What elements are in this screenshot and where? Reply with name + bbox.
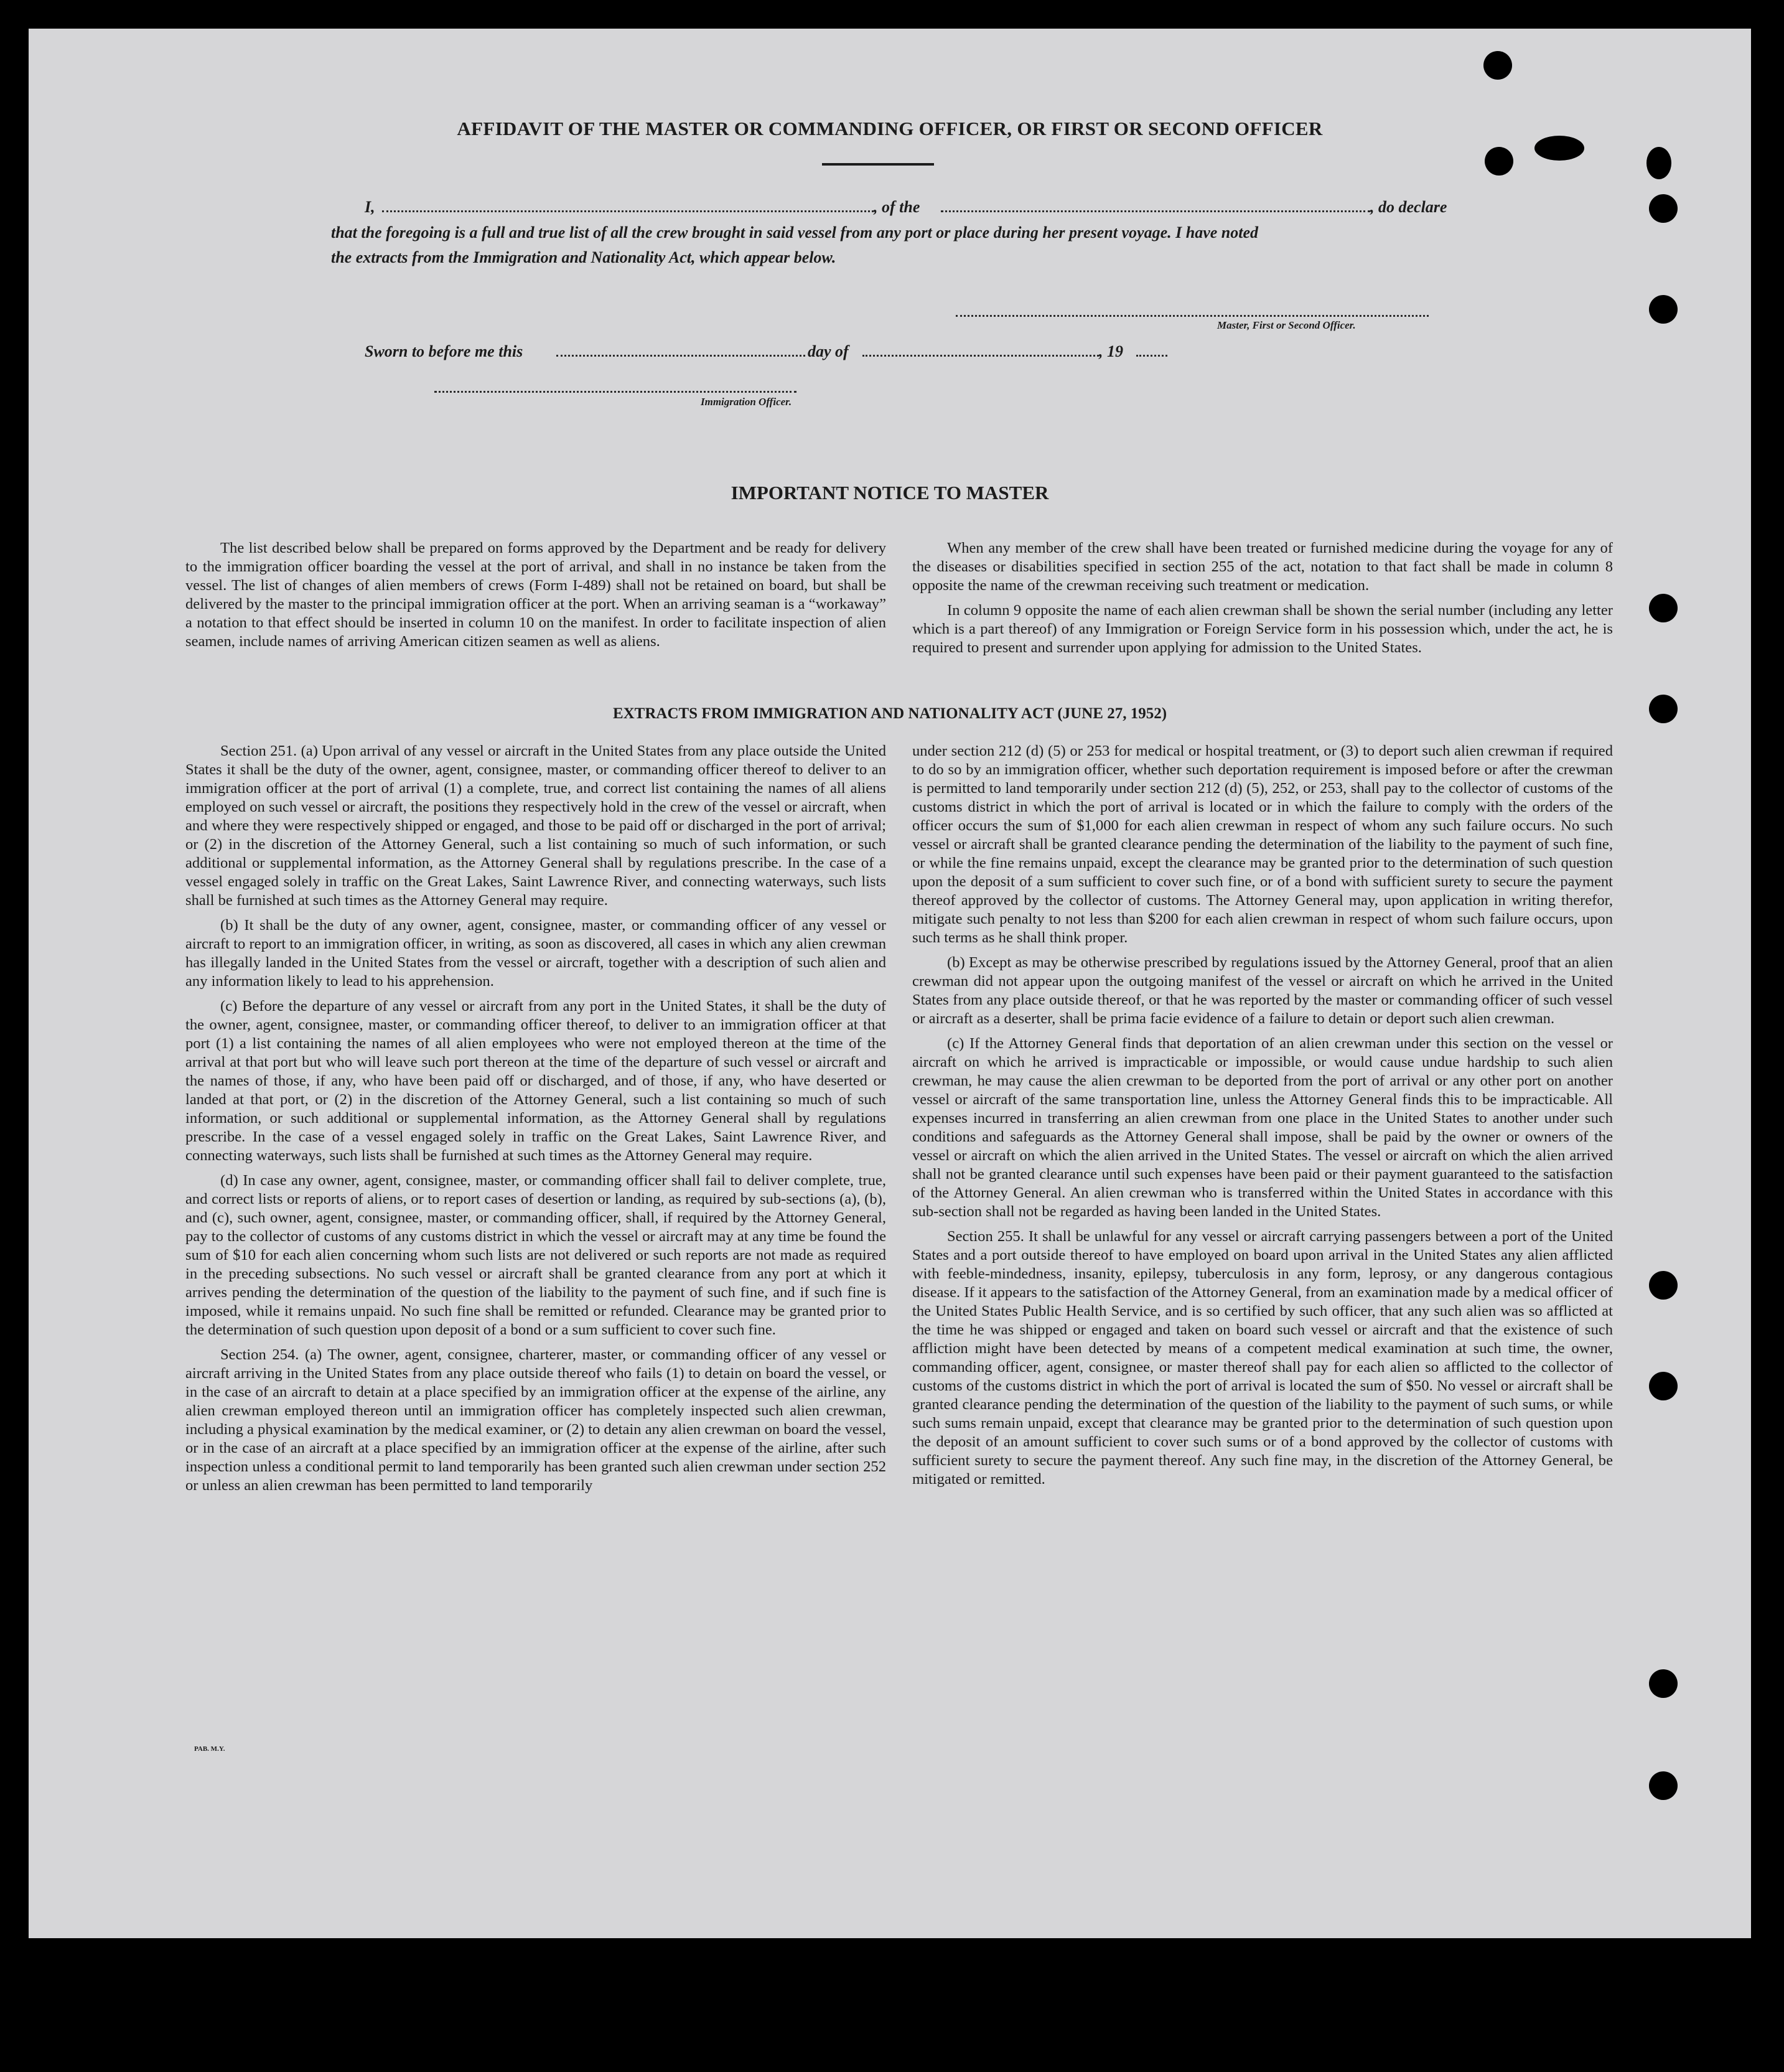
year-label: , 19: [1099, 342, 1123, 360]
extracts-left-column: [185, 742, 886, 1501]
sworn-label: Sworn to before me this: [365, 342, 523, 360]
punch-hole: [1485, 147, 1513, 176]
form-page: [29, 29, 1751, 1938]
do-declare-label: , do declare: [1370, 198, 1447, 216]
notice-left-paragraph: The list described below shall be prepared on forms approved by the Department and be ready for delivery to the immigration officer boarding the vessel at the port of arrival, and shall in no instance be taken from the vessel. The list of changes of alien members of crews (Form I-489) shall not be retained on board, but shall be delivered by the master to the principal immigration officer at the port. When an arriving seaman is a “workaway” a notation to that effect should be inserted in column 10 on the manifest. In order to facilitate inspection of alien seamen, include names of arriving American citizen seamen as well as aliens.: [185, 540, 886, 650]
notice-title: IMPORTANT NOTICE TO MASTER: [731, 482, 1049, 504]
sworn-month-field[interactable]: [862, 355, 1099, 357]
punch-hole: [1649, 1669, 1678, 1698]
punch-hole: [1649, 1271, 1678, 1300]
section-254-c: (c) If the Attorney General finds that deportation of an alien crewman under this section on the vessel or aircraft on which he arrived is impracticable or impossible, or would cause undue hardship to such alien crewman, he may cause the alien crewman to be deported from the port of arrival or any other port on another vessel or aircraft of the same transportation line, unless the Attorney General finds this to be impracticable. All expenses incurred in transferring an alien crewman from one place in the United States to another under such conditions and safeguards as the Attorney General shall impose, shall be paid by the owner or owners of the vessel or aircraft on which the alien arrived in the United States. The vessel or aircraft on which the alien arrived shall not be granted clearance until such expenses have been paid or their payment guaranteed to the satisfaction of the Attorney General. An alien crewman who is transferred within the United States in accordance with this sub-section shall not be regarded as having been landed in the United States.: [912, 1035, 1613, 1220]
officer-signature-label: Immigration Officer.: [701, 396, 792, 408]
master-signature-line[interactable]: [956, 315, 1429, 317]
notice-right-paragraph-1: When any member of the crew shall have been treated or furnished medicine during the voyage for any of the diseases or disabilities specified in section 255 of the act, notation to that fact shall be made in column 8 opposite the name of the crewman receiving such treatment or medication.: [912, 540, 1613, 594]
day-of-label: day of: [808, 342, 849, 360]
punch-hole: [1646, 147, 1671, 179]
vessel-field[interactable]: [941, 210, 1370, 212]
section-251-c: (c) Before the departure of any vessel or aircraft from any port in the United States, it shall be the duty of the owner, agent, consignee, master, or commanding officer thereof, to deliver to an immigration officer at that port (1) a list containing the names of all alien employees who were not employed thereon at the time of the arrival at that port but who will leave such port thereon at the time of the departure of such vessel or aircraft and the names of those, if any, who have been paid off or discharged, and of those, if any, who have deserted or landed at that port, or (2) in the discretion of the Attorney General, such a list containing so much of such information, or such additional or supplemental information, as the Attorney General shall by regulations prescribe. In the case of a vessel engaged solely in traffic on the Great Lakes, Saint Lawrence River, and connecting waterways, such lists shall be furnished at such times as the Attorney General may require.: [185, 998, 886, 1164]
punch-hole: [1649, 194, 1678, 223]
name-field[interactable]: [382, 210, 874, 212]
declaration-line-2: the extracts from the Immigration and Nationality Act, which appear below.: [331, 248, 836, 266]
extracts-title: EXTRACTS FROM IMMIGRATION AND NATIONALITY ACT (JUNE 27, 1952): [612, 705, 1167, 722]
master-signature-label: Master, First or Second Officer.: [1217, 319, 1356, 331]
extracts-right-column: [912, 742, 1613, 1495]
notice-right-paragraph-2: In column 9 opposite the name of each alien crewman shall be shown the serial number (including any letter which is a part thereof) of any Immigration or Foreign Service form in his possession which, under the act, he is required to present and surrender upon applying for admission to the United States.: [912, 602, 1613, 656]
section-251-d: (d) In case any owner, agent, consignee, master, or commanding officer shall fail to deliver complete, true, and correct lists or reports of aliens, or to report cases of desertion or landing, as required by sub-sections (a), (b), and (c), such owner, agent, consignee, master, or commanding officer, shall, if required by the Attorney General, pay to the collector of customs of any customs district in which the vessel or aircraft may at any time be found the sum of $10 for each alien concerning whom such lists are not delivered or such reports are not made as required in the preceding subsections. No such vessel or aircraft shall be granted clearance from any port at which it arrives pending the determination of the question of the liability to the payment of such fine, and if such fine is imposed, while it remains unpaid. No such fine shall be remitted or refunded. Clearance may be granted prior to the determination of such question upon deposit of a bond or a sum sufficient to cover such fine.: [185, 1172, 886, 1338]
notice-left-column: [185, 539, 886, 657]
section-254-a: Section 254. (a) The owner, agent, consignee, charterer, master, or commanding officer of any vessel or aircraft arriving in the United States from any place outside thereof who fails (1) to detain on board the vessel, or in the case of an aircraft to detain at a place specified by an immigration officer at the expense of the airline, any alien crewman employed thereon until an immigration officer has completely inspected such alien crewman, including a physical examination by the medical examiner, or (2) to detain any alien crewman on board the vessel, or in the case of an aircraft at a place specified by an immigration officer at the expense of the airline, after such inspection unless a conditional permit to land temporarily has been granted such alien crewman under section 252 or unless an alien crewman has been permitted to land temporarily: [185, 1346, 886, 1494]
section-254-a-continued: under section 212 (d) (5) or 253 for medical or hospital treatment, or (3) to deport such alien crewman if required to do so by an immigration officer, whether such deportation requirement is imposed before or after the crewman is permitted to land temporarily under section 212 (d) (5), 252, or 253, shall pay to the collector of customs of the customs district in which the port of arrival is located or in which the failure to comply with the orders of the officer occurs the sum of $1,000 for each alien crewman in respect of whom any such failure occurs. No such vessel or aircraft shall be granted clearance pending the determination of the liability to the payment of such fine, or while the fine remains unpaid, except the clearance may be granted prior to the determination of such question upon the deposit of a sum sufficient to cover such fine, or of a bond with sufficient surety to secure the payment thereof approved by the collector of customs. The Attorney General may, upon application in writing therefor, mitigate such penalty to not less than $200 for each alien crewman in respect of whom such failure occurs, upon such terms as he shall think proper.: [912, 743, 1613, 946]
notice-right-column: [912, 539, 1613, 663]
officer-signature-line[interactable]: [434, 391, 796, 393]
sworn-year-field[interactable]: [1136, 355, 1167, 357]
printer-mark: PAB. M.Y.: [194, 1745, 225, 1753]
section-255: Section 255. It shall be unlawful for any vessel or aircraft carrying passengers between a port of the United States and a port outside thereof to have employed on board upon arrival in the United States any alien afflicted with feeble-mindedness, insanity, epilepsy, tuberculosis in any form, leprosy, or any dangerous contagious disease. If it appears to the satisfaction of the Attorney General, from an examination made by a medical officer of the United States Public Health Service, and is so certified by such officer, that any such alien was so afflicted at the time he was shipped or engaged and taken on board such vessel or aircraft and that the existence of such affliction might have been detected by means of a competent medical examination at such time, the owner, commanding officer, agent, consignee, or master thereof shall pay for each alien so afflicted to the collector of customs of the customs district in which the port of arrival is located the sum of $50. No vessel or aircraft shall be granted clearance pending the determination of the question of the liability to the payment of such sums, or while such sums remain unpaid, except that clearance may be granted prior to the determination of such question upon the deposit of an amount sufficient to cover such sums or of a bond approved by the collector of customs with sufficient surety to secure the payment thereof. Any such fine may, in the discretion of the Attorney General, be mitigated or remitted.: [912, 1228, 1613, 1488]
punch-hole: [1649, 594, 1678, 622]
punch-hole: [1649, 1771, 1678, 1800]
punch-hole: [1649, 295, 1678, 324]
title-rule: [822, 163, 934, 166]
punch-hole: [1483, 51, 1512, 80]
section-251-a: Section 251. (a) Upon arrival of any vessel or aircraft in the United States from any place outside the United States it shall be the duty of the owner, agent, consignee, master, or commanding officer thereof to deliver to an immigration officer at the port of arrival (1) a complete, true, and correct list containing the names of all aliens employed on such vessel or aircraft, the positions they respectively hold in the crew of the vessel or aircraft, when and where they were respectively shipped or engaged, and those to be paid off or discharged in the port of arrival; or (2) in the discretion of the Attorney General, such a list containing so much of such information, or such additional or supplemental information, as the Attorney General shall by regulations prescribe. In the case of a vessel engaged solely in traffic on the Great Lakes, Saint Lawrence River, and connecting waterways, such lists shall be furnished at such times as the Attorney General may require.: [185, 743, 886, 909]
damage-mark: [1534, 136, 1584, 161]
sworn-day-field[interactable]: [556, 355, 805, 357]
declaration-line-1: that the foregoing is a full and true list of all the crew brought in said vessel from any port or place during her present voyage. I have noted: [331, 223, 1259, 241]
of-the-label: , of the: [874, 198, 920, 216]
punch-hole: [1649, 695, 1678, 723]
i-label: I,: [365, 198, 375, 216]
section-251-b: (b) It shall be the duty of any owner, agent, consignee, master, or commanding officer of any vessel or aircraft to report to an immigration officer, in writing, as soon as discovered, all cases in which any alien crewman has illegally landed in the United States from the vessel or aircraft, together with a description of such alien and any information likely to lead to his apprehension.: [185, 917, 886, 990]
affidavit-title: AFFIDAVIT OF THE MASTER OR COMMANDING OFFICER, OR FIRST OR SECOND OFFICER: [457, 118, 1323, 139]
punch-hole: [1649, 1372, 1678, 1400]
section-254-b: (b) Except as may be otherwise prescribed by regulations issued by the Attorney General, proof that an alien crewman did not appear upon the outgoing manifest of the vessel or aircraft on which he arrived in the United States from any place outside thereof, or that he was reported by the master or commanding officer of such vessel or aircraft as a deserter, shall be prima facie evidence of a failure to detain or deport such alien crewman.: [912, 954, 1613, 1027]
